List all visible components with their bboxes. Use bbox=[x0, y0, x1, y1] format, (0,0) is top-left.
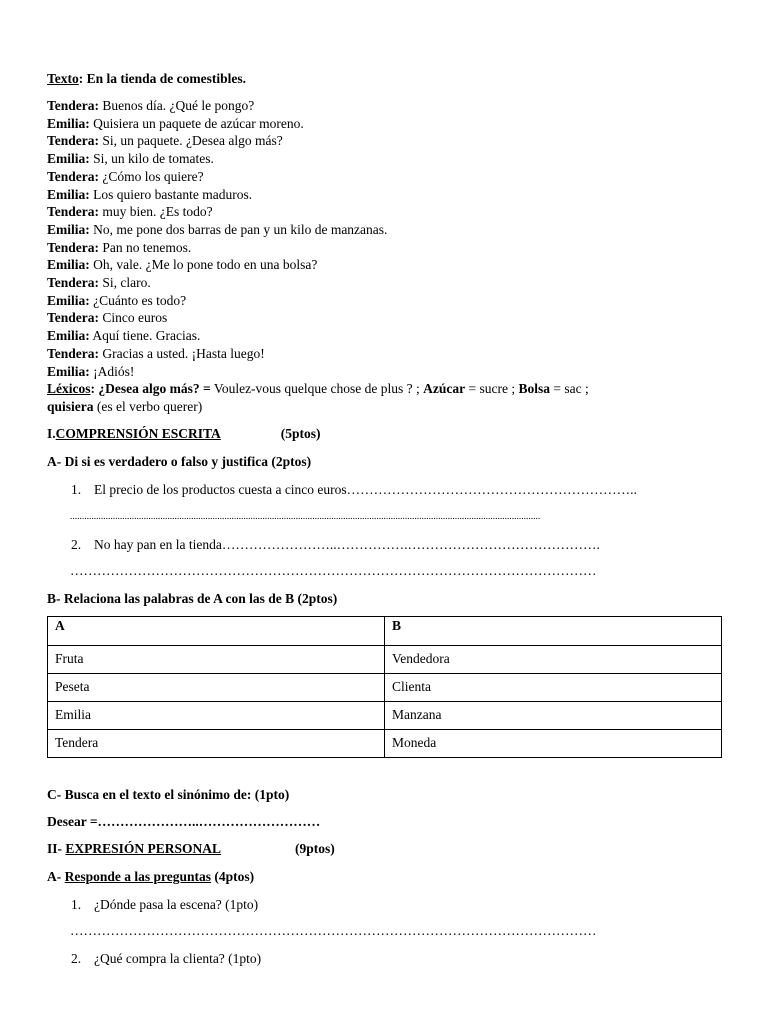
speaker-name: Tendera: bbox=[47, 345, 100, 361]
lexicos-t2: Voulez-vous quelque chose de plus ? ; bbox=[210, 381, 424, 397]
dialog-text: Si, un kilo de tomates. bbox=[89, 151, 214, 167]
lexicos-t5: Bolsa bbox=[518, 381, 551, 397]
part-a2-question-2 bbox=[47, 950, 722, 968]
table-row bbox=[48, 729, 722, 757]
dialog-line bbox=[47, 132, 722, 150]
dialog-text: ¿Cuánto es todo? bbox=[89, 292, 187, 308]
dialog-text: Cinco euros bbox=[99, 310, 168, 326]
dialog-line bbox=[47, 363, 722, 381]
speaker-name: Emilia: bbox=[47, 257, 90, 273]
part-c-heading: C- Busca en el texto el sinónimo de: (1pto) bbox=[47, 786, 290, 802]
table-row bbox=[48, 701, 722, 729]
question-text: No hay pan en la tienda……………………..…………….……………………………………. bbox=[94, 536, 600, 552]
answer-line[interactable]: ……………………………………………………………………………………………………… bbox=[70, 922, 597, 938]
dialog-line bbox=[47, 150, 722, 168]
question-text: ¿Qué compra la clienta? (1pto) bbox=[94, 950, 262, 966]
section2-points: (9ptos) bbox=[295, 840, 335, 856]
table-cell-a: Fruta bbox=[48, 645, 385, 673]
dialog-text: ¡Adiós! bbox=[89, 363, 135, 379]
dialog-line bbox=[47, 345, 722, 363]
dialog-text: ¿Cómo los quiere? bbox=[99, 168, 204, 184]
speaker-name: Tendera: bbox=[47, 275, 100, 291]
dialog-text: No, me pone dos barras de pan y un kilo de manzanas. bbox=[89, 221, 388, 237]
part-a2-title: Responde a las preguntas bbox=[64, 868, 212, 884]
table-cell-b: Vendedora bbox=[385, 645, 722, 673]
table-cell-b: Clienta bbox=[385, 673, 722, 701]
section2-prefix: II- bbox=[47, 840, 66, 856]
table-header-row bbox=[48, 616, 722, 645]
dialog-text: Los quiero bastante maduros. bbox=[89, 186, 253, 202]
dialog-line bbox=[47, 168, 722, 186]
part-a2-points: (4ptos) bbox=[211, 868, 255, 884]
part-a2-prefix: A- bbox=[47, 868, 65, 884]
match-table bbox=[47, 616, 722, 758]
text-title-sep: : bbox=[78, 71, 84, 86]
dialog-line bbox=[47, 274, 722, 292]
speaker-name: Emilia: bbox=[47, 221, 90, 237]
dialog-text: Oh, vale. ¿Me lo pone todo en una bolsa? bbox=[89, 257, 318, 273]
section-comprension bbox=[47, 425, 722, 443]
speaker-name: Tendera: bbox=[47, 239, 100, 255]
lexicos-t3: Azúcar bbox=[423, 381, 466, 397]
speaker-name: Tendera: bbox=[47, 204, 100, 220]
dialog-text: Si, claro. bbox=[99, 275, 151, 291]
section1-title: COMPRENSIÓN ESCRITA bbox=[55, 425, 221, 441]
part-a-heading: A- Di si es verdadero o falso y justifica (2ptos) bbox=[47, 453, 312, 469]
question-text: El precio de los productos cuesta a cinco euros……………………………………………………….. bbox=[94, 481, 637, 497]
section2-title: EXPRESIÓN PERSONAL bbox=[65, 840, 222, 856]
speaker-name: Tendera: bbox=[47, 98, 100, 113]
lexicos-t6: = sac ; bbox=[550, 381, 589, 397]
part-b-heading: B- Relaciona las palabras de A con las de B (2ptos) bbox=[47, 590, 338, 606]
speaker-name: Emilia: bbox=[47, 292, 90, 308]
dialog-text: Pan no tenemos. bbox=[99, 239, 192, 255]
dialog-line bbox=[47, 97, 722, 115]
section-expresion bbox=[47, 840, 722, 858]
dialog-line bbox=[47, 309, 722, 327]
column-b-header: B bbox=[385, 616, 722, 645]
question-number: 2. bbox=[71, 950, 82, 966]
lexicos-t8: (es el verbo querer) bbox=[93, 398, 203, 414]
table-cell-a: Tendera bbox=[48, 729, 385, 757]
dialog-line bbox=[47, 203, 722, 221]
worksheet-page bbox=[47, 70, 722, 968]
dialog-line bbox=[47, 115, 722, 133]
speaker-name: Tendera: bbox=[47, 310, 100, 326]
speaker-name: Emilia: bbox=[47, 363, 90, 379]
dialog-text: Si, un paquete. ¿Desea algo más? bbox=[99, 133, 283, 149]
part-a2-heading bbox=[47, 868, 722, 886]
text-title-name: En la tienda de comestibles. bbox=[83, 71, 247, 86]
part-a-question-2 bbox=[47, 536, 722, 554]
lexicos-colon: : bbox=[90, 381, 99, 397]
dialog-text: Gracias a usted. ¡Hasta luego! bbox=[99, 345, 265, 361]
lexicos bbox=[47, 380, 722, 415]
question-number: 2. bbox=[71, 536, 82, 552]
lexicos-t7: quisiera bbox=[47, 398, 94, 414]
speaker-name: Tendera: bbox=[47, 133, 100, 149]
table-cell-b: Manzana bbox=[385, 701, 722, 729]
speaker-name: Tendera: bbox=[47, 168, 100, 184]
speaker-name: Emilia: bbox=[47, 328, 90, 344]
table-row bbox=[48, 673, 722, 701]
speaker-name: Emilia: bbox=[47, 115, 90, 131]
table-row bbox=[48, 645, 722, 673]
table-cell-b: Moneda bbox=[385, 729, 722, 757]
question-text: ¿Dónde pasa la escena? (1pto) bbox=[94, 896, 259, 912]
speaker-name: Emilia: bbox=[47, 186, 90, 202]
desear-answer[interactable]: Desear =…………………..……………………… bbox=[47, 813, 321, 829]
dialog-line bbox=[47, 327, 722, 345]
section1-prefix: I. bbox=[47, 425, 56, 441]
answer-line[interactable]: ...................................................................................................................................................................................................... bbox=[70, 511, 541, 522]
part-a-question-1 bbox=[47, 481, 722, 499]
section1-points: (5ptos) bbox=[280, 425, 321, 441]
answer-line[interactable]: ……………………………………………………………………………………………………… bbox=[70, 562, 597, 578]
text-title-label: Texto bbox=[47, 71, 79, 86]
column-a-header: A bbox=[48, 616, 385, 645]
text-title bbox=[47, 70, 722, 88]
dialog-line bbox=[47, 292, 722, 310]
dialog-text: Aquí tiene. Gracias. bbox=[89, 328, 201, 344]
dialog bbox=[47, 97, 722, 380]
dialog-text: muy bien. ¿Es todo? bbox=[99, 204, 213, 220]
dialog-line bbox=[47, 239, 722, 257]
table-cell-a: Emilia bbox=[48, 701, 385, 729]
dialog-line bbox=[47, 186, 722, 204]
lexicos-label: Léxicos bbox=[47, 381, 91, 397]
question-number: 1. bbox=[71, 896, 82, 912]
lexicos-t4: = sucre ; bbox=[465, 381, 519, 397]
dialog-text: Quisiera un paquete de azúcar moreno. bbox=[89, 115, 304, 131]
dialog-text: Buenos día. ¿Qué le pongo? bbox=[99, 98, 255, 113]
part-a2-question-1 bbox=[47, 896, 722, 914]
speaker-name: Emilia: bbox=[47, 151, 90, 167]
dialog-line bbox=[47, 221, 722, 239]
question-number: 1. bbox=[71, 481, 82, 497]
dialog-line bbox=[47, 256, 722, 274]
lexicos-t1: ¿Desea algo más? = bbox=[98, 381, 211, 397]
table-cell-a: Peseta bbox=[48, 673, 385, 701]
